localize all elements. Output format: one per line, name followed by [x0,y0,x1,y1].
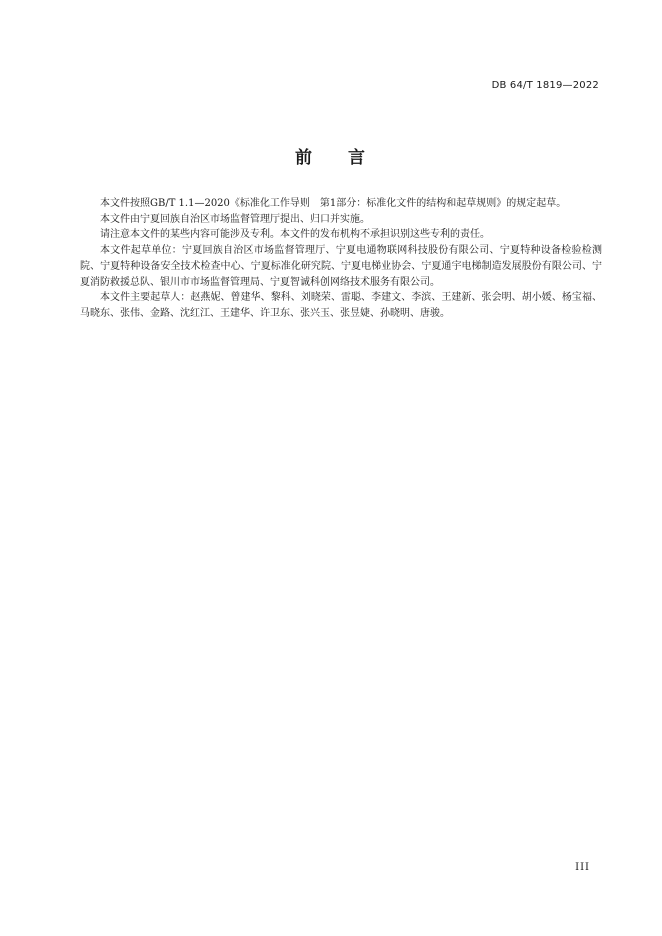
paragraph-proposer: 本文件由宁夏回族自治区市场监督管理厅提出、归口并实施。 [100,213,370,225]
page-number: III [575,862,590,873]
paragraph-drafting-basis: 本文件按照GB/T 1.1—2020《标准化工作导则 第1部分：标准化文件的结构和起草规则》的规定起草。 [100,198,567,209]
foreword-body [80,196,602,322]
page-title [0,143,662,168]
paragraph-drafting-units: 本文件起草单位：宁夏回族自治区市场监督管理厅、宁夏电通物联网科技股份有限公司、宁夏特种设备检验检测院、宁夏特种设备安全技术检查中心、宁夏标准化研究院、宁夏电梯业协会、宁夏通宇电梯制造发展股份有限公司、宁夏消防救援总队、银川市市场监督管理局、宁夏智诚科创网络技术服务有限公司。 [80,245,602,288]
paragraph-drafters: 本文件主要起草人：赵燕妮、曾建华、黎科、刘晓荣、雷聪、李建文、李滨、王建新、张会明、胡小媛、杨宝福、马晓东、张伟、金路、沈红江、王建华、许卫东、张兴玉、张昱婕、孙晓明、唐骏。 [80,292,602,319]
paragraph-patent-notice: 请注意本文件的某些内容可能涉及专利。本文件的发布机构不承担识别这些专利的责任。 [100,229,490,241]
title-char-1: 前 [295,148,314,168]
document-code: DB 64/T 1819—2022 [491,80,599,91]
title-char-2: 言 [348,148,367,168]
